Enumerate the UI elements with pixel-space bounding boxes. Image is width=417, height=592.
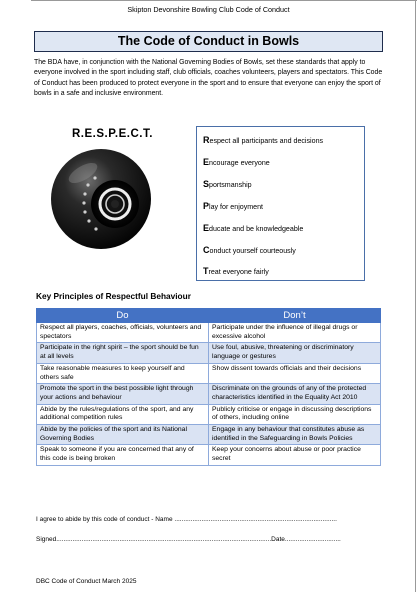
column-header-do: Do — [37, 309, 209, 323]
page-border-top — [31, 0, 417, 1]
table-row — [37, 384, 381, 404]
table-row — [37, 363, 381, 383]
dont-cell: Engage in any behaviour that constitutes abuse as identified in the Safeguarding in Bowls Policies — [209, 425, 381, 445]
page-header: Skipton Devonshire Bowling Club Code of Conduct — [127, 5, 290, 14]
table-row — [37, 425, 381, 445]
column-header-dont: Don’t — [209, 309, 381, 323]
dont-cell: Keep your concerns about abuse or poor practice secret — [209, 445, 381, 465]
do-cell: Respect all players, coaches, officials, volunteers and spectators — [37, 323, 209, 343]
do-cell: Participate in the right spirit – the sport should be fun at all levels — [37, 343, 209, 363]
do-cell: Speak to someone if you are concerned that any of this code is being broken — [37, 445, 209, 465]
signature-date-line: Signed.......................................................................................................................Date............................... — [36, 536, 341, 543]
intro-paragraph: The BDA have, in conjunction with the National Governing Bodies of Bowls, set these standards that apply to everyone involved in the sport including staff, club officials, coaches volunteers, players and spectators. This Code of Conduct has been produced to protect everyone in the sport and to ensure that everyone can enjoy the sport of bowls in a safe and inclusive environment. — [34, 59, 383, 98]
acronym-item: Play for enjoyment — [203, 201, 264, 211]
page-footer: DBC Code of Conduct March 2025 — [36, 578, 137, 585]
acronym-item: Treat everyone fairly — [203, 266, 269, 276]
dont-cell: Publicly criticise or engage in discussing descriptions of others, including online — [209, 404, 381, 424]
acronym-item: Conduct yourself courteously — [203, 245, 296, 255]
dont-cell: Discriminate on the grounds of any of the protected characteristics identified in the Equality Act 2010 — [209, 384, 381, 404]
respect-heading: R.E.S.P.E.C.T. — [72, 128, 153, 140]
principles-heading: Key Principles of Respectful Behaviour — [36, 291, 191, 301]
table-row — [37, 323, 381, 343]
acronym-item: Sportsmanship — [203, 179, 252, 189]
table-row — [37, 404, 381, 424]
bowls-ball-image — [49, 147, 153, 251]
table-row — [37, 343, 381, 363]
acronym-item: Educate and be knowledgeable — [203, 223, 304, 233]
dont-cell: Use foul, abusive, threatening or discriminatory language or gestures — [209, 343, 381, 363]
respect-acronym-box — [196, 126, 365, 281]
do-cell: Promote the sport in the best possible light through your actions and behaviour — [37, 384, 209, 404]
do-cell: Abide by the policies of the sport and its National Governing Bodies — [37, 425, 209, 445]
dont-cell: Show dissent towards officials and their decisions — [209, 363, 381, 383]
behaviour-table — [36, 308, 381, 466]
acronym-item: Encourage everyone — [203, 157, 270, 167]
agreement-name-line: I agree to abide by this code of conduct - Name .......................................................................................... — [36, 516, 337, 523]
acronym-item: Respect all participants and decisions — [203, 135, 324, 145]
table-header-row — [37, 309, 381, 323]
do-cell: Abide by the rules/regulations of the sport, and any additional competition rules — [37, 404, 209, 424]
page-border-right — [415, 0, 416, 592]
table-row — [37, 445, 381, 465]
do-cell: Take reasonable measures to keep yourself and others safe — [37, 363, 209, 383]
page-title: The Code of Conduct in Bowls — [34, 31, 383, 52]
dont-cell: Participate under the influence of illegal drugs or excessive alcohol — [209, 323, 381, 343]
